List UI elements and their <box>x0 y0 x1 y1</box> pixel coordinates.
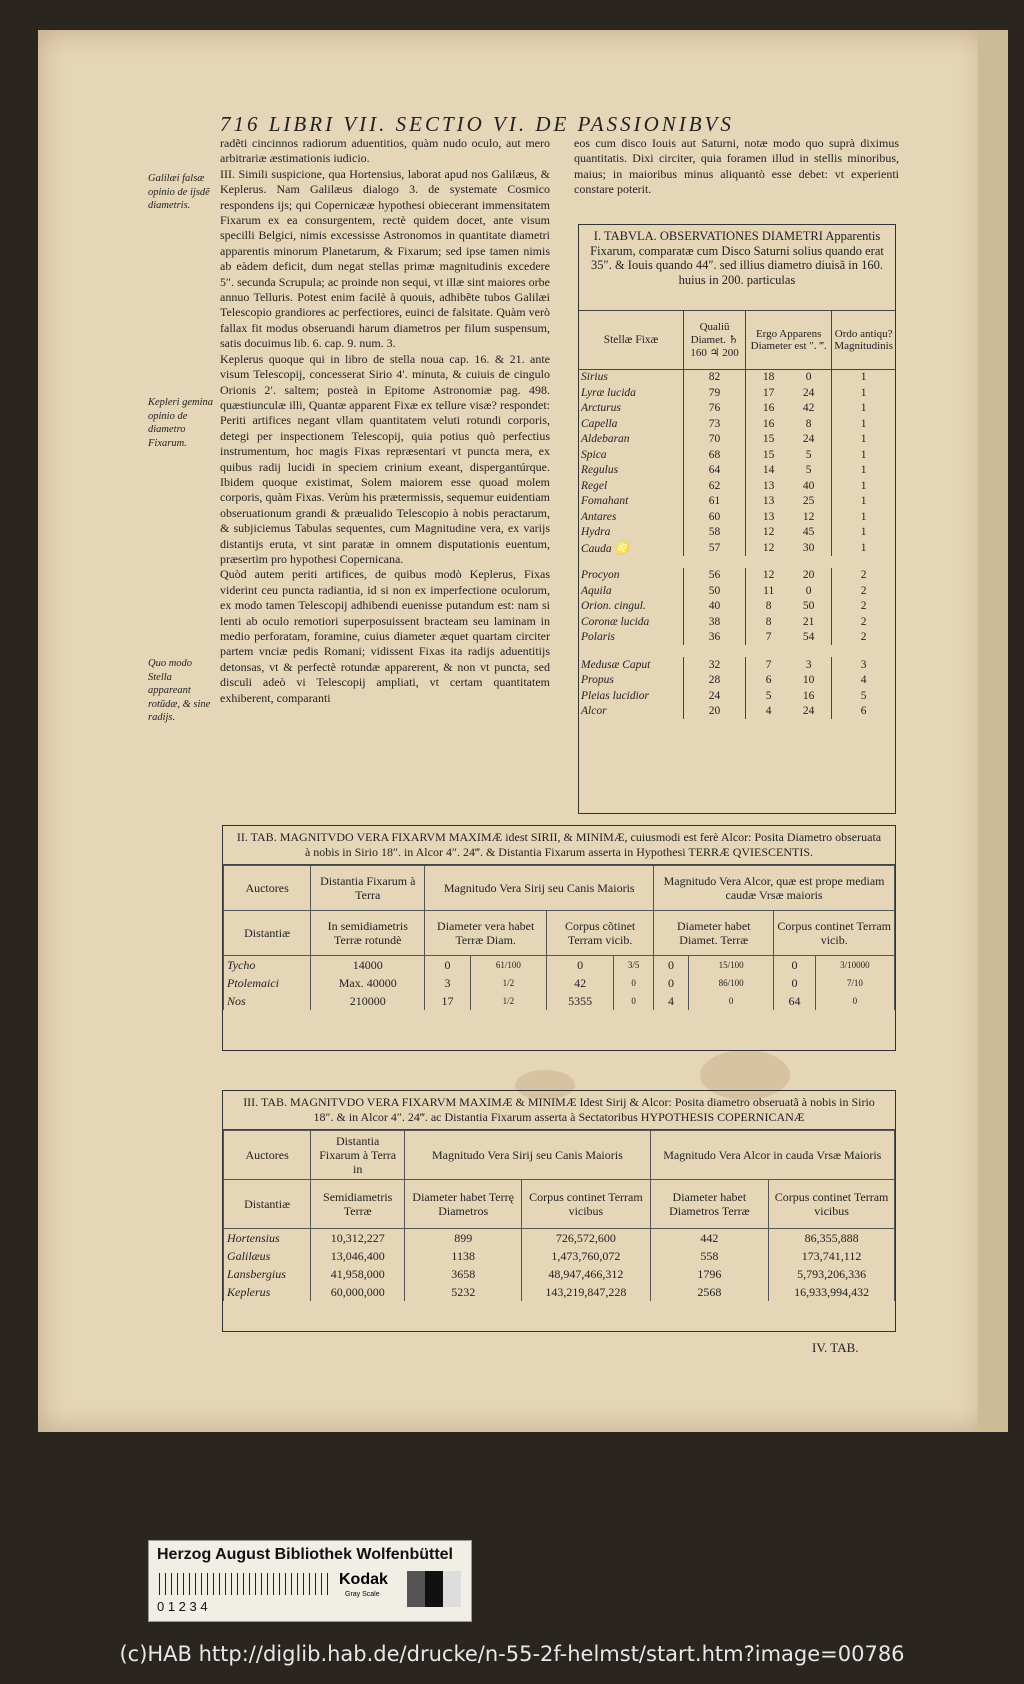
col-header: Magnitudo Vera Sirij seu Canis Maioris <box>425 866 654 911</box>
gray-swatch <box>443 1571 461 1607</box>
table-row <box>579 385 895 401</box>
cell-value: Max. 40000 <box>311 974 425 992</box>
table3-rows <box>224 1229 895 1302</box>
cell-value: 0 <box>688 992 774 1010</box>
cell-value: 86,355,888 <box>769 1229 895 1248</box>
table-row <box>579 657 895 673</box>
cell-value: 70 <box>684 432 746 448</box>
author-name: Keplerus <box>224 1283 311 1301</box>
gray-scale-label: Gray Scale <box>345 1591 380 1598</box>
row-spacer <box>579 645 895 657</box>
cell-value: 24 <box>684 688 746 704</box>
cell-value: 38 <box>684 614 746 630</box>
col-header: Distantia Fixarum à Terra in <box>311 1131 405 1180</box>
cell-value: 1 <box>860 541 867 554</box>
table-body <box>579 311 895 719</box>
thirds: 16 <box>802 689 815 702</box>
cell-value: 0 <box>547 956 614 975</box>
cell-value: 56 <box>684 568 746 584</box>
cell-value: 3 <box>860 658 867 671</box>
cell-value: 2 <box>860 615 867 628</box>
cell-value: 61 <box>684 494 746 510</box>
cell-value: 1 <box>860 386 867 399</box>
seconds: 4 <box>765 705 772 718</box>
table-row <box>579 416 895 432</box>
thirds: 5 <box>805 464 812 477</box>
thirds: 20 <box>802 569 815 582</box>
col-header: Semidiametris Terræ <box>311 1180 405 1229</box>
cell-value <box>746 688 832 704</box>
thirds: 50 <box>802 600 815 613</box>
star-name: Capella <box>579 416 684 432</box>
paragraph: Keplerus quoque qui in libro de stella noua cap. 16. & 21. ante visum Telescopij, concesserat Sirio 4′. minuta, & cuiuis de cingulo Orionis 2′. saltem; posteà in Epitome Astronomiæ pag. 498. quæstiunculæ illi, Quantæ apparent Fixæ ex tellure visæ? respondet: Periti artifices negant vllam quantitatem veluti rotundi corporis, detegi per inspectionem Telescopij, quia potius quò perfectius instrumentum, hoc magis Fixas repræsentari vt puncta mera, ex quibus radij lucidi in speciem crinium exeant, dispergantúrque. Ibidem quoque existimat, Solem maiorem esse quoad molem corporis, quàm Fixas. Verùm his prætermissis, sequemur euidentiam obseruationum grandi & præualido Telescopio à nobis peractarum, & subjiciemus Tabulas sequentes, cum Magnitudine vera, ex varijs distantijs eruta, vt sint paratæ in omnem disputationis euentum, præsertim pro hypothesi Copernicana. <box>220 351 550 566</box>
cell-value: 41,958,000 <box>311 1265 405 1283</box>
seconds: 16 <box>762 417 775 430</box>
col-header: Distantiæ <box>224 1180 311 1229</box>
table-title: I. TABVLA. OBSERVATIONES DIAMETRI Apparentis Fixarum, comparatæ cum Disco Saturni solius quando erat 35″. & Iouis quando 44″. sed illius diametro diuisã in 160. huius in 200. particulas <box>579 225 895 311</box>
cell-value: 42 <box>547 974 614 992</box>
table-body <box>223 865 895 1010</box>
seconds: 8 <box>765 600 772 613</box>
table-title: III. TAB. MAGNITVDO VERA FIXARVM MAXIMÆ & MINIMÆ Idest Sirij & Alcor: Posita diametro obseruatã à nobis in Sirio 18″. & in Alcor 4″. 24‴. ac Distantia Fixarum asserta à Sectatoribus HYPOTHESIS COPERNICANÆ <box>223 1091 895 1130</box>
col-header: Magnitudo Vera Sirij seu Canis Maioris <box>405 1131 650 1180</box>
seconds: 6 <box>765 674 772 687</box>
seconds: 7 <box>765 631 772 644</box>
cell-value: 1 <box>860 495 867 508</box>
cell-value: 3/10000 <box>815 956 894 975</box>
table-row <box>579 494 895 510</box>
seconds: 14 <box>762 464 775 477</box>
cell-value: 60,000,000 <box>311 1283 405 1301</box>
cell-value: 73 <box>684 416 746 432</box>
cell-value: 1 <box>860 464 867 477</box>
table-row <box>579 447 895 463</box>
cell-value <box>746 463 832 479</box>
seconds: 16 <box>762 402 775 415</box>
seconds: 8 <box>765 615 772 628</box>
cell-value: 1 <box>860 526 867 539</box>
star-name: Regel <box>579 478 684 494</box>
cell-value: 1/2 <box>470 992 546 1010</box>
cell-value: 1 <box>860 417 867 430</box>
cell-value: 28 <box>684 673 746 689</box>
cell-value: 4 <box>860 674 867 687</box>
spacer-cell <box>579 645 895 657</box>
cell-value: 0 <box>425 956 470 975</box>
cell-value: 3 <box>425 974 470 992</box>
row-spacer <box>579 556 895 568</box>
paragraph: III. Simili suspicione, qua Hortensius, laborat apud nos Galilæus, & Keplerus. Nam Galilæus dialogo 3. de systemate Cosmico respondens ijs; qui Copernicææ hypothesi obiecerant immensitatem Fixarum ex ea consurgentem, rectè quidem docet, ante visum specilli Belgici, nimis excessisse Astronomos in quantitate diametri apparentis minorum Planetarum, & Fixarum; sed ipse tamen nimis ab eàdem deficit, dum negat stellas primæ magnitudinis excedere 5″. secunda Scrupula; ac proinde non sequi, vt illæ sint maiores orbe annuo Telluris. Potest enim facilè à quouis, adhibẽte tubos Galilæi Telescopio grandiores ac perfectiores, euinci de falsitate. Quàm verò fallax fit modus obseruandi harum diametros per filum suspensum, satis docuimus lib. 6. cap. 9. num. 3. <box>220 166 550 351</box>
seconds: 13 <box>762 510 775 523</box>
cell-value: 61/100 <box>470 956 546 975</box>
paragraph: Quòd autem periti artifices, de quibus modò Keplerus, Fixas viderint ceu puncta radiantia, id si non ex imperfectione oculorum, ex modo tamen Telescopij adhibendi euenisse putandum est: nam si lenti ab oculo remotiori superposuissent bracteam seu laminam in medio perforatam, foramine, cuius diameter æquet quartam circiter partem vnciæ pedis Romani; vidissent Fixas ita radijs aduentitijs detonsas, vt & perfectè rotundæ apparerent, & non vt puncta, sed disculi adeò vi Telescopij ampliati, vt certam quantitatem exhiberent, comparanti <box>220 567 550 705</box>
seconds: 13 <box>762 495 775 508</box>
cell-value: 4 <box>654 992 689 1010</box>
seconds: 7 <box>765 658 772 671</box>
catchword: IV. TAB. <box>812 1340 859 1355</box>
seconds: 5 <box>765 689 772 702</box>
seconds: 12 <box>762 526 775 539</box>
cell-value <box>746 657 832 673</box>
table-row <box>579 401 895 417</box>
cell-value <box>746 385 832 401</box>
cell-value: 50 <box>684 583 746 599</box>
cell-value: 726,572,600 <box>522 1229 650 1248</box>
kodak-logo: Kodak <box>339 1571 388 1588</box>
cell-value: 48,947,466,312 <box>522 1265 650 1283</box>
col-header: Diameter habet Diamet. Terræ <box>654 911 774 956</box>
cell-value: 6 <box>860 705 867 718</box>
cell-value: 5355 <box>547 992 614 1010</box>
cell-value <box>746 369 832 385</box>
seconds: 18 <box>762 371 775 384</box>
cell-value: 143,219,847,228 <box>522 1283 650 1301</box>
cell-value: 0 <box>774 956 815 975</box>
thirds: 0 <box>805 584 812 597</box>
table-row <box>224 974 895 992</box>
cell-value: 1 <box>860 510 867 523</box>
cell-value <box>746 614 832 630</box>
margin-note: Galilæi falsæ opinio de ijsdẽ diametris. <box>148 173 210 212</box>
cell-value: 5232 <box>405 1283 522 1301</box>
table-body <box>223 1130 895 1301</box>
cell-value: 2 <box>860 569 867 582</box>
seconds: 11 <box>763 584 775 597</box>
table-row <box>579 463 895 479</box>
color-calibration-bar <box>148 1540 472 1622</box>
seconds: 17 <box>762 386 775 399</box>
table-header-row <box>224 1180 895 1229</box>
cell-value: 10,312,227 <box>311 1229 405 1248</box>
star-name: Fomahant <box>579 494 684 510</box>
cell-value: 173,741,112 <box>769 1247 895 1265</box>
page-edge <box>978 30 1008 1432</box>
cell-value: 3658 <box>405 1265 522 1283</box>
cell-value: 20 <box>684 704 746 720</box>
col-header: Distantia Fixarum à Terra <box>311 866 425 911</box>
cell-value: 60 <box>684 509 746 525</box>
author-name: Galilæus <box>224 1247 311 1265</box>
seconds: 15 <box>762 433 775 446</box>
cell-value <box>746 568 832 584</box>
spacer-cell <box>579 556 895 568</box>
cell-value: 62 <box>684 478 746 494</box>
table-row <box>579 673 895 689</box>
author-name: Hortensius <box>224 1229 311 1248</box>
cell-value: 0 <box>614 974 654 992</box>
scale-ruler <box>159 1573 329 1595</box>
cell-value: 57 <box>684 540 746 556</box>
col-header: Magnitudo Vera Alcor, quæ est prope mediam caudæ Vrsæ maioris <box>654 866 895 911</box>
table-row <box>579 525 895 541</box>
star-name: Hydra <box>579 525 684 541</box>
cell-value: 82 <box>684 369 746 385</box>
thirds: 40 <box>802 479 815 492</box>
table2-rows <box>224 956 895 1011</box>
col-header: Diameter habet Diametros Terræ <box>650 1180 769 1229</box>
cell-value: 1 <box>860 479 867 492</box>
scale-numbers: 0 1 2 3 4 <box>157 1599 208 1614</box>
cell-value: 5 <box>860 689 867 702</box>
thirds: 24 <box>802 433 815 446</box>
table-row <box>224 1229 895 1248</box>
table-row <box>579 599 895 615</box>
col-header: Ordo antiqu? Magnitudinis <box>834 327 893 352</box>
cell-value: 899 <box>405 1229 522 1248</box>
table-copernicanae <box>222 1090 896 1332</box>
star-name: Pleias lucidior <box>579 688 684 704</box>
cell-value: 64 <box>774 992 815 1010</box>
table-row <box>579 630 895 646</box>
table-header-row <box>224 911 895 956</box>
cell-value: 2568 <box>650 1283 769 1301</box>
cell-value: 14000 <box>311 956 425 975</box>
cell-value: 1 <box>860 371 867 384</box>
star-name: Cauda ♌ <box>579 540 684 556</box>
thirds: 5 <box>805 448 812 461</box>
thirds: 54 <box>802 631 815 644</box>
cell-value: 1796 <box>650 1265 769 1283</box>
cell-value: 32 <box>684 657 746 673</box>
cell-value <box>746 447 832 463</box>
cell-value: 1138 <box>405 1247 522 1265</box>
table-observationes <box>578 224 896 814</box>
cell-value: 17 <box>425 992 470 1010</box>
seconds: 12 <box>762 541 775 554</box>
author-name: Ptolemaici <box>224 974 311 992</box>
cell-value: 0 <box>654 974 689 992</box>
table-title: II. TAB. MAGNITVDO VERA FIXARVM MAXIMÆ idest SIRII, & MINIMÆ, cuiusmodi est ferè Alcor: Posita Diametro obseruata à nobis in Sirio 18″. in Alcor 4″. 24‴. & Distantia Fixarum asserta in Hypothesi TERRÆ QVIESCENTIS. <box>223 826 895 865</box>
cell-value: 13,046,400 <box>311 1247 405 1265</box>
table-header-row <box>579 311 895 369</box>
star-name: Sirius <box>579 369 684 385</box>
star-name: Aquila <box>579 583 684 599</box>
cell-value: 76 <box>684 401 746 417</box>
thirds: 24 <box>802 705 815 718</box>
col-header: Ergo Apparens Diameter est ″. ‴. <box>746 311 832 369</box>
cell-value: 2 <box>860 631 867 644</box>
cell-value <box>746 630 832 646</box>
star-name: Orion. cingul. <box>579 599 684 615</box>
gray-swatch <box>425 1571 443 1607</box>
col-header: In semidiametris Terræ rotundè <box>311 911 425 956</box>
cell-value: 1 <box>860 402 867 415</box>
col-header: Corpus cõtinet Terram vicib. <box>547 911 654 956</box>
star-name: Regulus <box>579 463 684 479</box>
thirds: 8 <box>805 417 812 430</box>
star-name: Procyon <box>579 568 684 584</box>
table-row <box>224 956 895 975</box>
cell-value <box>746 525 832 541</box>
seconds: 15 <box>762 448 775 461</box>
col-header: Distantiæ <box>224 911 311 956</box>
table-row <box>224 1283 895 1301</box>
cell-value <box>746 416 832 432</box>
cell-value <box>746 583 832 599</box>
author-name: Nos <box>224 992 311 1010</box>
author-name: Tycho <box>224 956 311 975</box>
table-row <box>579 568 895 584</box>
cell-value: 79 <box>684 385 746 401</box>
cell-value <box>746 509 832 525</box>
cell-value: 442 <box>650 1229 769 1248</box>
cell-value: 64 <box>684 463 746 479</box>
table-row <box>579 583 895 599</box>
table-terrae-quiescentis <box>222 825 896 1051</box>
col-header: Diameter vera habet Terræ Diam. <box>425 911 547 956</box>
col-header: Corpus continet Terram vicibus <box>522 1180 650 1229</box>
cell-value: 16,933,994,432 <box>769 1283 895 1301</box>
cell-value <box>746 478 832 494</box>
table-row <box>579 369 895 385</box>
cell-value: 0 <box>654 956 689 975</box>
table-row <box>579 614 895 630</box>
cell-value: 15/100 <box>688 956 774 975</box>
star-name: Medusæ Caput <box>579 657 684 673</box>
cell-value: 0 <box>614 992 654 1010</box>
cell-value: 210000 <box>311 992 425 1010</box>
table-header-row <box>224 866 895 911</box>
thirds: 21 <box>802 615 815 628</box>
star-name: Coronæ lucida <box>579 614 684 630</box>
cell-value: 0 <box>815 992 894 1010</box>
margin-note: Kepleri gemina opinio de diametro Fixarum. <box>148 397 214 449</box>
star-name: Spica <box>579 447 684 463</box>
star-name: Polaris <box>579 630 684 646</box>
cell-value: 2 <box>860 600 867 613</box>
table-row <box>579 688 895 704</box>
thirds: 12 <box>802 510 815 523</box>
table-row <box>579 432 895 448</box>
library-name: Herzog August Bibliothek Wolfenbüttel <box>157 1546 453 1563</box>
star-name: Alcor <box>579 704 684 720</box>
table-row <box>224 1247 895 1265</box>
cell-value: 0 <box>774 974 815 992</box>
seconds: 13 <box>762 479 775 492</box>
thirds: 10 <box>802 674 815 687</box>
cell-value: 558 <box>650 1247 769 1265</box>
cell-value: 86/100 <box>688 974 774 992</box>
cell-value: 36 <box>684 630 746 646</box>
thirds: 30 <box>802 541 815 554</box>
star-name: Propus <box>579 673 684 689</box>
star-name: Antares <box>579 509 684 525</box>
cell-value: 68 <box>684 447 746 463</box>
thirds: 45 <box>802 526 815 539</box>
table-row <box>579 478 895 494</box>
thirds: 3 <box>805 658 812 671</box>
cell-value <box>746 673 832 689</box>
col-header: Auctores <box>224 1131 311 1180</box>
col-header: Auctores <box>224 866 311 911</box>
table-row <box>579 509 895 525</box>
table1-rows <box>579 369 895 719</box>
table-row <box>224 992 895 1010</box>
table-row <box>224 1265 895 1283</box>
col-header: Diameter habet Terrę Diametros <box>405 1180 522 1229</box>
cell-value: 7/10 <box>815 974 894 992</box>
thirds: 25 <box>802 495 815 508</box>
cell-value: 2 <box>860 584 867 597</box>
cell-value <box>746 540 832 556</box>
thirds: 42 <box>802 402 815 415</box>
col-header: Magnitudo Vera Alcor in cauda Vrsæ Maioris <box>650 1131 894 1180</box>
cell-value: 58 <box>684 525 746 541</box>
cell-value: 40 <box>684 599 746 615</box>
cell-value: 1 <box>860 433 867 446</box>
cell-value <box>746 599 832 615</box>
table-row <box>579 704 895 720</box>
col-header: Stellæ Fixæ <box>579 311 684 369</box>
table-row <box>579 540 895 556</box>
col-header: Corpus continet Terram vicib. <box>774 911 895 956</box>
author-name: Lansbergius <box>224 1265 311 1283</box>
star-name: Arcturus <box>579 401 684 417</box>
right-text-column: eos cum disco Iouis aut Saturni, notæ modo quo suprà diximus quantitatis. Dixi circiter, quia foramen illud in stellis minoribus, maius; in maioribus minus aliquantò esse debet: vt experienti constare poterit. <box>574 136 899 197</box>
cell-value: 3/5 <box>614 956 654 975</box>
star-name: Aldebaran <box>579 432 684 448</box>
margin-note: Quo modo Stella appareant rotũdæ, & sine radijs. <box>148 658 211 724</box>
footer-credit: (c)HAB http://diglib.hab.de/drucke/n-55-2f-helmst/start.htm?image=00786 <box>119 1642 905 1666</box>
thirds: 0 <box>805 371 812 384</box>
cell-value <box>746 432 832 448</box>
gray-swatch <box>407 1571 425 1607</box>
cell-value: 1,473,760,072 <box>522 1247 650 1265</box>
cell-value <box>746 494 832 510</box>
left-text-column <box>220 136 550 706</box>
col-header: Qualiũ Diamet. ♄ 160 ♃ 200 <box>684 311 746 369</box>
paragraph: radẽti cincinnos radiorum aduentitios, quàm nudo oculo, aut mero arbitrariæ æstimationis iudicio. <box>220 136 550 166</box>
cell-value: 1 <box>860 448 867 461</box>
running-header: 716 LIBRI VII. SECTIO VI. DE PASSIONIBVS <box>220 112 734 136</box>
cell-value <box>746 704 832 720</box>
thirds: 24 <box>802 386 815 399</box>
cell-value: 1/2 <box>470 974 546 992</box>
cell-value: 5,793,206,336 <box>769 1265 895 1283</box>
cell-value <box>746 401 832 417</box>
star-name: Lyræ lucida <box>579 385 684 401</box>
table-header-row <box>224 1131 895 1180</box>
seconds: 12 <box>762 569 775 582</box>
col-header: Corpus continet Terram vicibus <box>769 1180 895 1229</box>
